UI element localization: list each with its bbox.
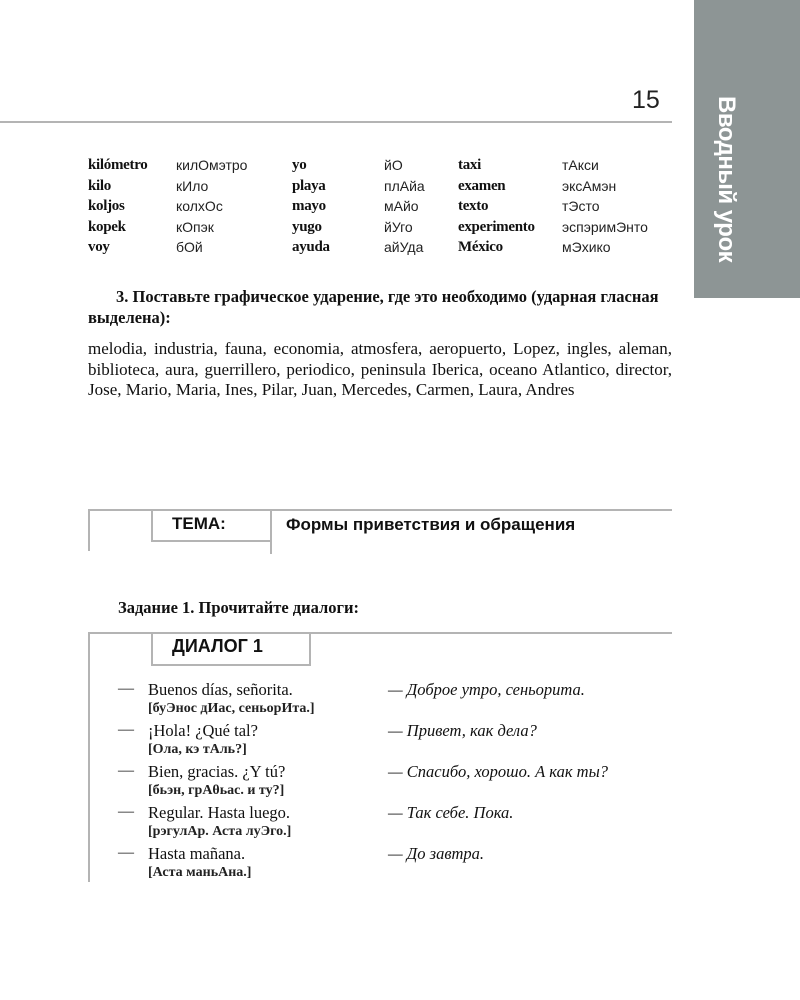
vocab-transcription: йУго bbox=[384, 218, 413, 235]
vocab-transcription: айУда bbox=[384, 239, 424, 256]
dialog-frame-tab bbox=[151, 632, 153, 665]
vocab-word: playa bbox=[292, 177, 326, 194]
dialog-transcription: [Ола, кэ тАль?] bbox=[148, 742, 247, 757]
dialog-dash: — bbox=[118, 844, 134, 861]
vocab-word: México bbox=[458, 239, 503, 256]
dialog-spanish: Regular. Hasta luego. bbox=[148, 803, 291, 822]
header-rule bbox=[0, 121, 672, 123]
dialog-rule bbox=[88, 632, 672, 634]
dialog-spanish: Bien, gracias. ¿Y tú? bbox=[148, 762, 286, 781]
exercise-3-words: melodia, industria, fauna, economia, atmosfera, aeropuerto, Lopez, ingles, aleman, biblioteca, aura, guerrillero, periodico, peninsula Iberica, oceano Atlantico, director, Jose, Mario, Maria, Ines, Pilar, Juan, Mercedes, Carmen, Laura, Andres bbox=[88, 339, 672, 399]
exercise-3-heading-text: 3. Поставьте графическое ударение, где это необходимо (ударная гласная выделена): bbox=[88, 287, 659, 327]
vocab-transcription: кИло bbox=[176, 177, 209, 194]
dialog-transcription: [бьэн, грАθьас. и ту?] bbox=[148, 783, 285, 798]
vocab-transcription: мЭхико bbox=[562, 239, 611, 256]
exercise-3-heading bbox=[88, 286, 672, 328]
vocab-transcription: эксАмэн bbox=[562, 177, 617, 194]
dialog-russian: — Спасибо, хорошо. А как ты? bbox=[388, 762, 609, 781]
dialog-transcription: [буЭнос дИас, сеньорИта.] bbox=[148, 701, 315, 716]
dialog-frame-bottom bbox=[151, 664, 311, 666]
dialog-title: ДИАЛОГ 1 bbox=[172, 636, 263, 656]
task-heading: Задание 1. Прочитайте диалоги: bbox=[118, 598, 360, 617]
dialog-spanish: Hasta mañana. bbox=[148, 844, 246, 863]
side-tab-label: Вводный урок bbox=[713, 96, 740, 263]
dialog-russian: — До завтра. bbox=[388, 844, 485, 863]
vocabulary-table bbox=[88, 155, 678, 258]
dialog-line bbox=[118, 803, 678, 844]
dialog-russian: — Так себе. Пока. bbox=[388, 803, 514, 822]
dialog-dash: — bbox=[118, 762, 134, 779]
theme-title: Формы приветствия и обращения bbox=[286, 515, 576, 534]
vocab-word: examen bbox=[458, 177, 506, 194]
dialog-line bbox=[118, 680, 678, 721]
vocab-transcription: колхОс bbox=[176, 198, 223, 215]
vocab-word: koljos bbox=[88, 198, 125, 215]
vocab-transcription: тАкси bbox=[562, 157, 599, 173]
vocab-word: kilómetro bbox=[88, 157, 148, 173]
theme-frame-divider bbox=[270, 509, 272, 554]
dialog-dash: — bbox=[118, 721, 134, 738]
theme-frame-bottom bbox=[151, 540, 271, 542]
theme-label: ТЕМА: bbox=[172, 514, 226, 533]
vocab-transcription: кОпэк bbox=[176, 218, 214, 235]
vocab-word: ayuda bbox=[292, 239, 330, 256]
vocab-transcription: тЭсто bbox=[562, 198, 600, 215]
theme-rule bbox=[88, 509, 672, 511]
dialog-line bbox=[118, 721, 678, 762]
vocab-word: kopek bbox=[88, 218, 126, 235]
dialog-transcription: [Аста маньAна.] bbox=[148, 865, 252, 880]
vocab-word: yo bbox=[292, 157, 307, 173]
dialog-frame-right bbox=[309, 632, 311, 666]
vocab-word: yugo bbox=[292, 218, 322, 235]
dialog-spanish: Buenos días, señorita. bbox=[148, 680, 293, 699]
page-number: 15 bbox=[632, 86, 660, 114]
theme-frame-left bbox=[88, 509, 90, 551]
vocab-word: kilo bbox=[88, 177, 111, 194]
dialog-dash: — bbox=[118, 680, 134, 697]
dialog-spanish: ¡Hola! ¿Qué tal? bbox=[148, 721, 258, 740]
vocab-word: experimento bbox=[458, 218, 535, 235]
vocab-word: voy bbox=[88, 239, 110, 256]
dialog-russian: — Доброе утро, сеньорита. bbox=[388, 680, 585, 699]
vocab-word: taxi bbox=[458, 157, 481, 173]
theme-frame-tab bbox=[151, 509, 153, 541]
vocab-transcription: бОй bbox=[176, 239, 203, 256]
vocab-transcription: плАйа bbox=[384, 177, 425, 194]
vocab-transcription: эспэримЭнто bbox=[562, 218, 648, 235]
dialog-russian: — Привет, как дела? bbox=[388, 721, 537, 740]
vocab-transcription: мАйо bbox=[384, 198, 419, 215]
dialog-frame-left bbox=[88, 632, 90, 882]
dialog-line bbox=[118, 844, 678, 885]
dialog-lines bbox=[118, 680, 678, 885]
dialog-line bbox=[118, 762, 678, 803]
vocab-word: mayo bbox=[292, 198, 326, 215]
vocab-transcription: йО bbox=[384, 157, 403, 173]
vocab-transcription: килОмэтро bbox=[176, 157, 248, 173]
vocab-word: texto bbox=[458, 198, 489, 215]
dialog-dash: — bbox=[118, 803, 134, 820]
dialog-transcription: [рэгулАр. Аста луЭго.] bbox=[148, 824, 292, 839]
